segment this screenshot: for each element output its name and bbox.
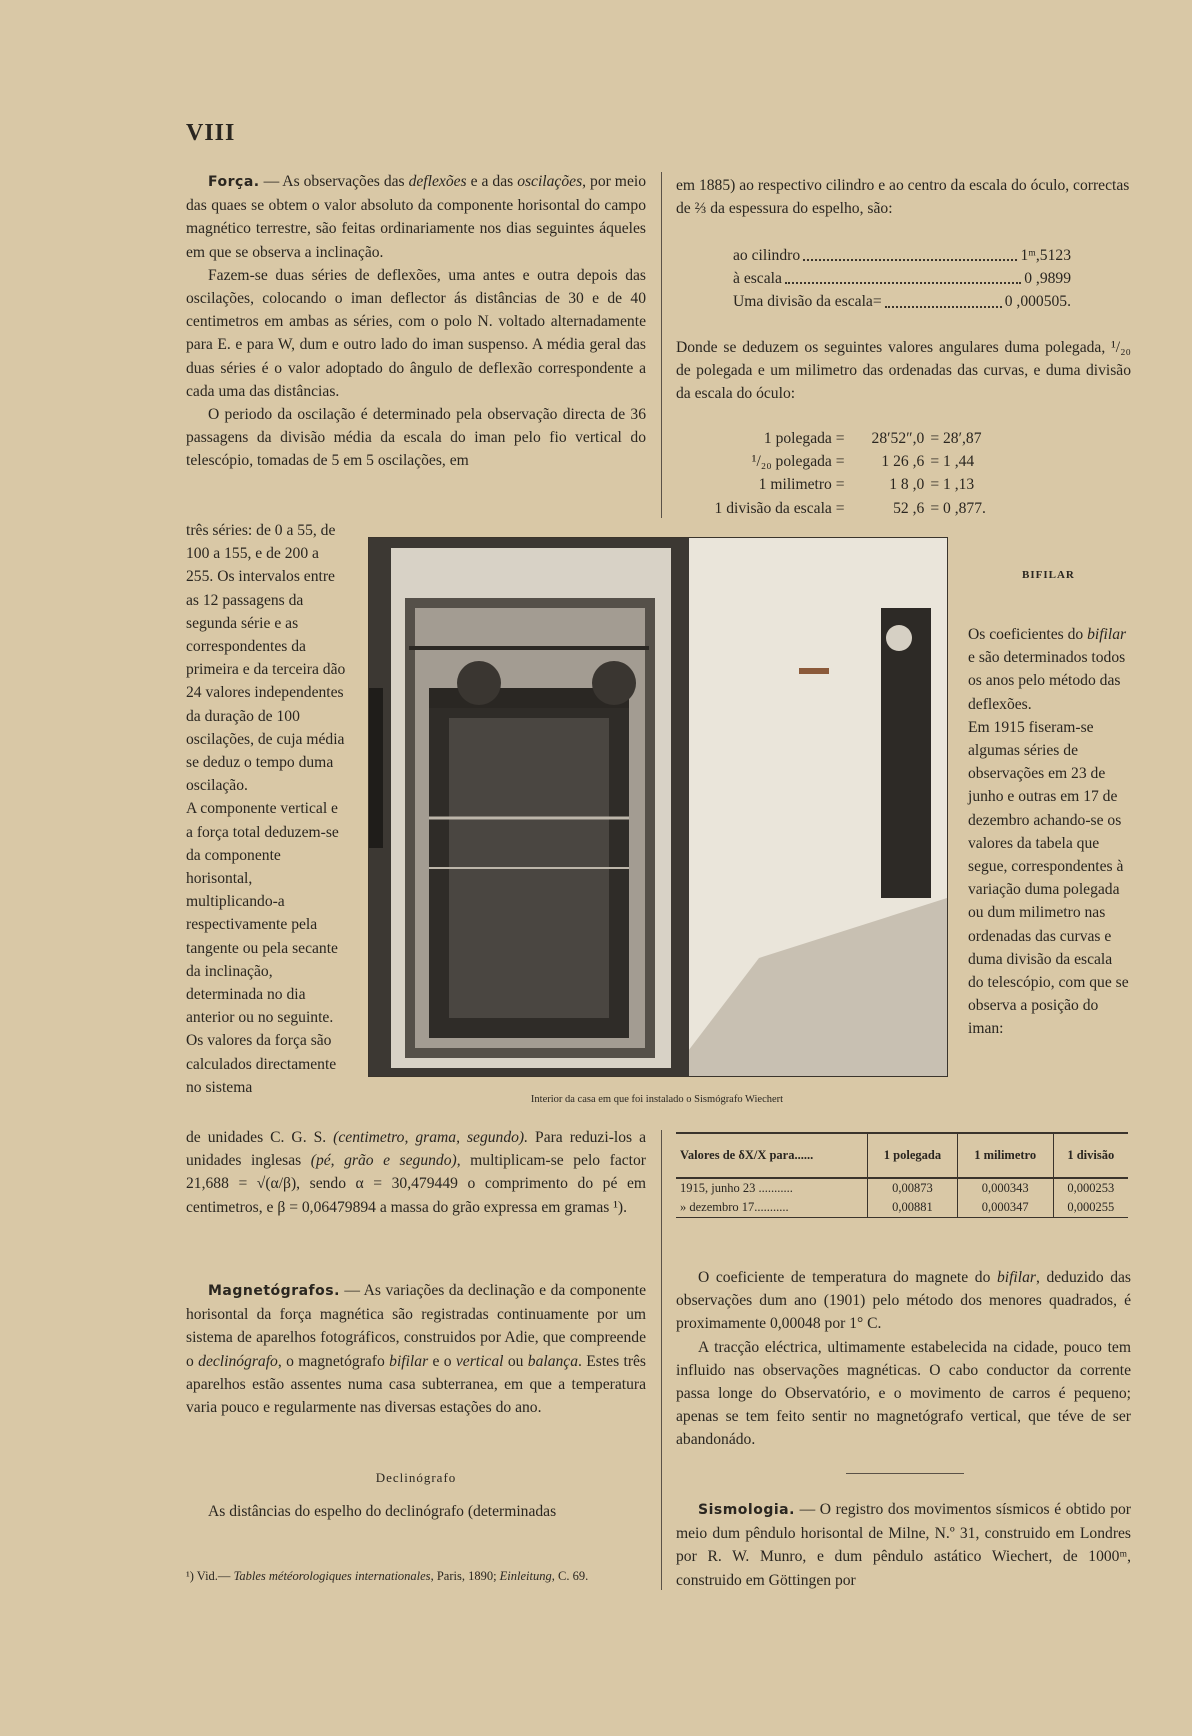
traccao-paragraph: A tracção eléctrica, ultimamente estabelecida na cidade, pouco tem influido nas observações magnéticas. O cabo conductor da corrente passa longe do Observatório, e o movimento de carros é pequeno; apenas se tem feito sentir no magnetógrafo vertical, que téve de ser abandonádo. xyxy=(676,1338,1131,1449)
angular-row xyxy=(690,427,1040,450)
table-cell: 0,00873 xyxy=(868,1178,958,1198)
units-paragraph: de unidades C. G. S. (centimetro, grama, segundo). Para reduzi-los a unidades inglesas (pé, grão e segundo), multiplicam-se pelo factor 21,688 = √(α/β), sendo α = 30,479449 o comprimento do pé em centimetros, e β = 0,06479894 a massa do grão expressa em gramas ¹). xyxy=(186,1129,646,1216)
sismologia-heading: Sismologia. xyxy=(698,1502,795,1518)
distance-value: 1ᵐ,5123 xyxy=(1020,247,1071,264)
coeficiente-paragraph: O coeficiente de temperatura do magnete do bifilar, deduzido das observações dum ano (1901) pelo método dos menores quadrados, é proximamente 0,00048 por 1° C. xyxy=(676,1269,1131,1333)
table-cell: 0,000343 xyxy=(957,1178,1053,1198)
angular-converted: = 0 ,877. xyxy=(930,499,986,517)
table-header: 1 divisão xyxy=(1053,1134,1128,1178)
table-header: 1 milimetro xyxy=(957,1134,1053,1178)
table-row xyxy=(676,1178,1128,1198)
distance-row xyxy=(733,290,1071,313)
bifilar-text: Os coeficientes do bifilar e são determinados todos os anos pelo método das deflexões. Em 1915 fiseram-se algumas séries de observações em 23 de junho e outras em 17 de dezembro achando-se os valores da tabela que segue, correspondentes à variação duma polegada ou dum milimetro nas ordenadas das curvas e duma divisão da escala do telescópio, com que se observa a posição do iman: xyxy=(968,626,1129,1038)
angular-converted: = 1 ,13 xyxy=(930,476,975,494)
table-cell: » dezembro 17........... xyxy=(676,1198,868,1218)
sismologia-paragraph xyxy=(676,1498,1131,1592)
espelho-paragraph: em 1885) ao respectivo cilindro e ao centro da escala do óculo, correctas de ⅔ da espessura do espelho, são: xyxy=(676,177,1130,218)
angular-label: 1 milimetro = xyxy=(758,476,845,494)
photo-frame xyxy=(368,537,948,1077)
table-header: 1 polegada xyxy=(868,1134,958,1178)
distance-value: 0 ,9899 xyxy=(1024,270,1071,288)
sismologia-text: — O registro dos movimentos sísmicos é obtido por meio dum pêndulo horisontal de Milne, N.º 31, construido em Londres por R. W. Munro, e dum pêndulo astático Wiechert, de 1000ᵐ, construido em Göttingen por xyxy=(676,1501,1132,1589)
distance-label: ao cilindro xyxy=(733,247,801,264)
table-row xyxy=(676,1198,1128,1218)
distance-value: 0 ,000505. xyxy=(1004,293,1071,311)
table-cell: 0,000347 xyxy=(957,1198,1053,1218)
distance-label: à escala xyxy=(733,270,782,288)
angular-value: 1 8 ,0 xyxy=(889,476,925,494)
table-cell: 0,000253 xyxy=(1053,1178,1128,1198)
angular-values xyxy=(690,427,1040,520)
right-bottom-text xyxy=(676,1266,1131,1452)
seismograph-photo xyxy=(369,538,947,1076)
periodo-paragraph: O periodo da oscilação é determinado pela observação directa de 36 passagens da divisão média da escala do iman pelo fio vertical do telescópio, tomadas de 5 em 5 oscilações, em xyxy=(186,406,646,470)
distance-list xyxy=(733,244,1071,314)
left-narrow-text: três séries: de 0 a 55, de 100 a 155, e de 200 a 255. Os intervalos entre as 12 passagens da segunda série e as correspondentes da primeira e da terceira dão 24 valores independentes da duração de 100 oscilações, de cuja média se deduz o tempo duma oscilação. A componente vertical e a força total deduzem-se da componente horisontal, multiplicando-a respectivamente pela tangente ou pela secante da inclinação, determinada no dia anterior ou no seguinte. Os valores da força são calculados directamente no sistema xyxy=(186,522,346,1096)
forca-paragraph xyxy=(186,170,646,264)
photo-caption: Interior da casa em que foi instalado o Sismógrafo Wiechert xyxy=(530,1094,784,1105)
right-top-text xyxy=(676,174,1131,220)
angular-converted: = 1 ,44 xyxy=(930,453,975,471)
page-number: VIII xyxy=(186,120,236,146)
table-cell: 0,00881 xyxy=(868,1198,958,1218)
donde-paragraph: Donde se deduzem os seguintes valores angulares duma polegada, ¹/₂₀ de polegada e um milimetro das ordenadas das curvas, e duma divisão da escala do óculo: xyxy=(676,339,1131,403)
magnet-text: — As variações da declinação e da componente horisontal da força magnética são registradas continuamente por um sistema de aparelhos fotográficos, construidos por Adie, que compreende o declinógrafo, o magnetógrafo bifilar e o vertical ou balança. Estes três aparelhos estão assentes numa casa subterranea, em que a temperatura varia pouco e regularmente nas diversas estações do ano. xyxy=(186,1282,647,1417)
angular-converted: = 28′,87 xyxy=(930,430,982,447)
bifilar-heading: BIFILAR xyxy=(1022,569,1075,581)
section-rule xyxy=(846,1473,964,1474)
distance-label: Uma divisão da escala= xyxy=(733,293,882,311)
distance-row xyxy=(733,267,1071,290)
angular-label: 1 divisão da escala = xyxy=(714,499,845,517)
angular-row xyxy=(690,497,1040,520)
angular-value: 1 26 ,6 xyxy=(881,453,925,471)
angular-row xyxy=(690,473,1040,496)
forca-heading: Força. xyxy=(208,174,260,190)
footnote: ¹) Vid.— Tables météorologiques internationales, Paris, 1890; Einleitung, C. 69. xyxy=(186,1569,589,1583)
declinografo-heading: Declinógrafo xyxy=(375,1470,457,1485)
forca-text: — As observações das deflexões e a das oscilações, por meio das quaes se obtem o valor absoluto da componente horisontal do campo magnético terrestre, são feitas ordinariamente nos dias seguintes áqueles em que se observa a inclinação. xyxy=(186,173,646,261)
angular-row xyxy=(690,450,1040,473)
magnet-heading: Magnetógrafos. xyxy=(208,1283,340,1299)
table-cell: 1915, junho 23 ........... xyxy=(680,1181,793,1195)
left-column-top xyxy=(186,170,646,473)
angular-value: 52 ,6 xyxy=(893,499,925,517)
declinografo-paragraph: As distâncias do espelho do declinógrafo (determinadas xyxy=(208,1503,557,1520)
angular-label: ¹/₂₀ polegada = xyxy=(751,453,845,471)
angular-label: 1 polegada = xyxy=(763,430,845,447)
table-cell: 0,000255 xyxy=(1053,1198,1128,1218)
column-divider-lower xyxy=(661,1130,662,1590)
angular-value: 28′52″,0 xyxy=(871,430,925,447)
distance-row xyxy=(733,244,1071,267)
values-table xyxy=(676,1132,1128,1218)
table-header: Valores de δX/X para...... xyxy=(676,1134,868,1178)
column-divider xyxy=(661,172,662,518)
magnet-paragraph xyxy=(186,1279,646,1419)
deflexoes-paragraph: Fazem-se duas séries de deflexões, uma antes e outra depois das oscilações, colocando o iman deflector ás distâncias de 30 e de 40 centimetros em ambas as séries, com o polo N. voltado alternadamente para E. e para W, dum e outro lado do iman suspenso. A média geral das duas séries é o valor adoptado do ângulo de deflexão correspondente a cada uma das distâncias. xyxy=(186,266,646,400)
